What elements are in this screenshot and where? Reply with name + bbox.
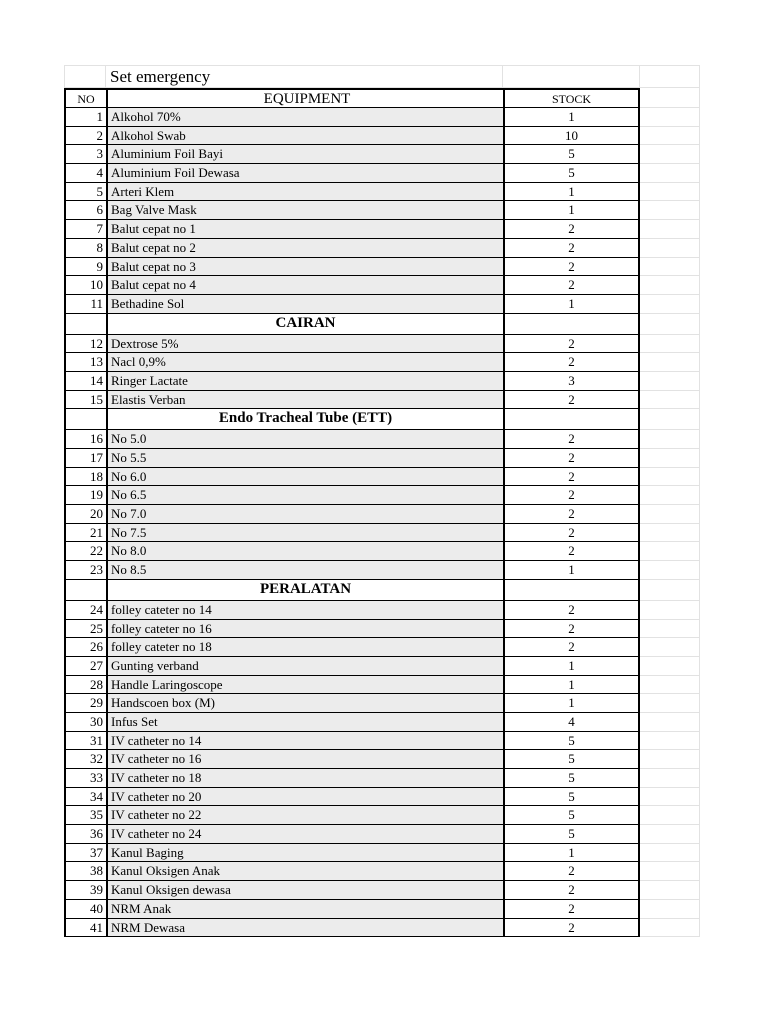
table-row <box>64 127 700 146</box>
row-stock[interactable]: 2 <box>503 900 640 919</box>
row-equipment[interactable]: folley cateter no 14 <box>106 601 503 620</box>
row-stock[interactable]: 2 <box>503 239 640 258</box>
table-row <box>64 183 700 202</box>
table-row <box>64 353 700 372</box>
row-equipment[interactable]: Gunting verband <box>106 657 503 676</box>
table-row <box>64 524 700 543</box>
table-row <box>64 430 700 449</box>
table-row <box>64 239 700 258</box>
section-title[interactable]: Endo Tracheal Tube (ETT) <box>106 409 503 430</box>
row-stock[interactable]: 2 <box>503 276 640 295</box>
row-stock[interactable]: 2 <box>503 638 640 657</box>
empty-cell[interactable] <box>640 542 700 561</box>
table-row <box>64 713 700 732</box>
empty-cell[interactable] <box>640 108 700 127</box>
row-equipment[interactable]: IV catheter no 20 <box>106 788 503 807</box>
table-row <box>64 276 700 295</box>
section-no-cell[interactable] <box>64 314 106 335</box>
empty-cell[interactable] <box>640 561 700 580</box>
row-no[interactable]: 38 <box>64 862 106 881</box>
row-stock[interactable]: 5 <box>503 732 640 751</box>
empty-cell[interactable] <box>640 391 700 410</box>
table-row <box>64 732 700 751</box>
empty-cell[interactable] <box>640 601 700 620</box>
row-equipment[interactable]: Kanul Oksigen Anak <box>106 862 503 881</box>
row-no[interactable]: 16 <box>64 430 106 449</box>
section-stock-cell[interactable] <box>503 314 640 335</box>
empty-cell[interactable] <box>640 825 700 844</box>
row-equipment[interactable]: Bethadine Sol <box>106 295 503 314</box>
row-no[interactable]: 21 <box>64 524 106 543</box>
row-stock[interactable]: 2 <box>503 505 640 524</box>
section-no-cell[interactable] <box>64 409 106 430</box>
row-no[interactable]: 8 <box>64 239 106 258</box>
row-equipment[interactable]: Kanul Oksigen dewasa <box>106 881 503 900</box>
empty-cell[interactable] <box>640 638 700 657</box>
empty-cell[interactable] <box>640 862 700 881</box>
empty-cell[interactable] <box>640 183 700 202</box>
row-stock[interactable]: 5 <box>503 145 640 164</box>
row-equipment[interactable]: Alkohol 70% <box>106 108 503 127</box>
row-no[interactable]: 23 <box>64 561 106 580</box>
row-stock[interactable]: 3 <box>503 372 640 391</box>
row-equipment[interactable]: No 6.5 <box>106 486 503 505</box>
row-no[interactable]: 18 <box>64 468 106 487</box>
header-stock[interactable]: STOCK <box>503 88 640 108</box>
table-row <box>64 201 700 220</box>
row-no[interactable]: 7 <box>64 220 106 239</box>
table-row <box>64 806 700 825</box>
empty-cell[interactable] <box>640 164 700 183</box>
empty-cell[interactable] <box>640 220 700 239</box>
row-stock[interactable]: 5 <box>503 769 640 788</box>
empty-cell[interactable] <box>640 372 700 391</box>
row-stock[interactable]: 2 <box>503 919 640 938</box>
empty-cell[interactable] <box>640 335 700 354</box>
row-no[interactable]: 28 <box>64 676 106 695</box>
table-row <box>64 750 700 769</box>
row-equipment[interactable]: IV catheter no 22 <box>106 806 503 825</box>
row-stock[interactable]: 1 <box>503 295 640 314</box>
table-row <box>64 657 700 676</box>
row-no[interactable]: 9 <box>64 258 106 277</box>
table-row <box>64 372 700 391</box>
row-stock[interactable]: 5 <box>503 164 640 183</box>
empty-cell[interactable] <box>640 468 700 487</box>
row-no[interactable]: 24 <box>64 601 106 620</box>
empty-cell[interactable] <box>640 295 700 314</box>
row-no[interactable]: 1 <box>64 108 106 127</box>
row-equipment[interactable]: NRM Dewasa <box>106 919 503 938</box>
empty-cell[interactable] <box>640 276 700 295</box>
empty-cell[interactable] <box>640 449 700 468</box>
row-equipment[interactable]: Dextrose 5% <box>106 335 503 354</box>
table-row <box>64 145 700 164</box>
row-no[interactable]: 25 <box>64 620 106 639</box>
table-row <box>64 825 700 844</box>
table-row <box>64 486 700 505</box>
empty-cell[interactable] <box>640 145 700 164</box>
row-no[interactable]: 17 <box>64 449 106 468</box>
empty-cell[interactable] <box>640 486 700 505</box>
row-no[interactable]: 22 <box>64 542 106 561</box>
row-no[interactable]: 39 <box>64 881 106 900</box>
row-no[interactable]: 37 <box>64 844 106 863</box>
row-stock[interactable]: 1 <box>503 694 640 713</box>
row-stock[interactable]: 1 <box>503 201 640 220</box>
row-no[interactable]: 35 <box>64 806 106 825</box>
row-no[interactable]: 14 <box>64 372 106 391</box>
row-stock[interactable]: 1 <box>503 676 640 695</box>
row-no[interactable]: 10 <box>64 276 106 295</box>
row-stock[interactable]: 1 <box>503 844 640 863</box>
section-title[interactable]: CAIRAN <box>106 314 503 335</box>
row-stock[interactable]: 2 <box>503 486 640 505</box>
row-stock[interactable]: 2 <box>503 601 640 620</box>
row-equipment[interactable]: Handscoen box (M) <box>106 694 503 713</box>
table-body <box>64 108 700 937</box>
row-no[interactable]: 5 <box>64 183 106 202</box>
row-stock[interactable]: 5 <box>503 788 640 807</box>
row-no[interactable]: 33 <box>64 769 106 788</box>
table-row <box>64 295 700 314</box>
row-no[interactable]: 31 <box>64 732 106 751</box>
row-stock[interactable]: 5 <box>503 750 640 769</box>
table-row <box>64 694 700 713</box>
row-equipment[interactable]: Nacl 0,9% <box>106 353 503 372</box>
table-row <box>64 391 700 410</box>
header-row <box>64 88 700 108</box>
row-equipment[interactable]: IV catheter no 18 <box>106 769 503 788</box>
row-equipment[interactable]: Kanul Baging <box>106 844 503 863</box>
header-equipment[interactable]: EQUIPMENT <box>106 88 503 108</box>
row-no[interactable]: 3 <box>64 145 106 164</box>
row-no[interactable]: 20 <box>64 505 106 524</box>
header-no[interactable]: NO <box>64 88 106 108</box>
empty-cell[interactable] <box>640 676 700 695</box>
row-stock[interactable]: 2 <box>503 391 640 410</box>
row-no[interactable]: 26 <box>64 638 106 657</box>
row-equipment[interactable]: IV catheter no 14 <box>106 732 503 751</box>
empty-cell[interactable] <box>640 769 700 788</box>
section-row <box>64 580 700 601</box>
table-row <box>64 919 700 938</box>
empty-cell[interactable] <box>640 844 700 863</box>
table-row <box>64 505 700 524</box>
row-stock[interactable]: 2 <box>503 881 640 900</box>
row-equipment[interactable]: Elastis Verban <box>106 391 503 410</box>
empty-cell[interactable] <box>640 201 700 220</box>
table-row <box>64 335 700 354</box>
row-stock[interactable]: 2 <box>503 449 640 468</box>
row-equipment[interactable]: Arteri Klem <box>106 183 503 202</box>
table-row <box>64 449 700 468</box>
row-equipment[interactable]: No 8.0 <box>106 542 503 561</box>
row-equipment[interactable]: No 8.5 <box>106 561 503 580</box>
row-equipment[interactable]: Handle Laringoscope <box>106 676 503 695</box>
table-row <box>64 862 700 881</box>
row-equipment[interactable]: No 5.0 <box>106 430 503 449</box>
row-no[interactable]: 34 <box>64 788 106 807</box>
section-no-cell[interactable] <box>64 580 106 601</box>
empty-cell[interactable] <box>640 314 700 335</box>
row-no[interactable]: 29 <box>64 694 106 713</box>
section-row <box>64 314 700 335</box>
empty-cell[interactable] <box>640 353 700 372</box>
row-equipment[interactable]: IV catheter no 24 <box>106 825 503 844</box>
empty-cell[interactable] <box>640 694 700 713</box>
table-row <box>64 638 700 657</box>
row-stock[interactable]: 2 <box>503 220 640 239</box>
table-row <box>64 468 700 487</box>
row-stock[interactable]: 1 <box>503 657 640 676</box>
row-stock[interactable]: 2 <box>503 258 640 277</box>
row-no[interactable]: 30 <box>64 713 106 732</box>
row-stock[interactable]: 2 <box>503 468 640 487</box>
row-stock[interactable]: 2 <box>503 862 640 881</box>
sheet-title[interactable]: Set emergency <box>106 65 503 88</box>
table-row <box>64 164 700 183</box>
row-equipment[interactable]: Alkohol Swab <box>106 127 503 146</box>
row-stock[interactable]: 10 <box>503 127 640 146</box>
table-row <box>64 220 700 239</box>
row-stock[interactable]: 1 <box>503 108 640 127</box>
empty-cell[interactable] <box>640 620 700 639</box>
empty-cell[interactable] <box>640 750 700 769</box>
row-stock[interactable]: 2 <box>503 335 640 354</box>
empty-cell[interactable] <box>640 657 700 676</box>
section-stock-cell[interactable] <box>503 409 640 430</box>
row-stock[interactable]: 5 <box>503 825 640 844</box>
empty-cell[interactable] <box>640 919 700 938</box>
row-no[interactable]: 40 <box>64 900 106 919</box>
row-equipment[interactable]: Balut cepat no 2 <box>106 239 503 258</box>
row-stock[interactable]: 2 <box>503 524 640 543</box>
title-row <box>64 65 700 88</box>
row-equipment[interactable]: Balut cepat no 1 <box>106 220 503 239</box>
section-row <box>64 409 700 430</box>
empty-cell[interactable] <box>640 580 700 601</box>
inventory-sheet <box>64 65 700 937</box>
row-no[interactable]: 19 <box>64 486 106 505</box>
row-equipment[interactable]: folley cateter no 18 <box>106 638 503 657</box>
row-stock[interactable]: 1 <box>503 561 640 580</box>
row-stock[interactable]: 2 <box>503 542 640 561</box>
row-no[interactable]: 15 <box>64 391 106 410</box>
row-equipment[interactable]: Infus Set <box>106 713 503 732</box>
empty-cell[interactable] <box>640 788 700 807</box>
empty-cell[interactable] <box>640 505 700 524</box>
row-stock[interactable]: 2 <box>503 353 640 372</box>
row-no[interactable]: 27 <box>64 657 106 676</box>
table-row <box>64 542 700 561</box>
row-no[interactable]: 12 <box>64 335 106 354</box>
row-equipment[interactable]: No 7.0 <box>106 505 503 524</box>
empty-cell[interactable] <box>640 430 700 449</box>
row-stock[interactable]: 2 <box>503 620 640 639</box>
row-equipment[interactable]: No 5.5 <box>106 449 503 468</box>
table-row <box>64 601 700 620</box>
empty-cell[interactable] <box>640 524 700 543</box>
row-equipment[interactable]: IV catheter no 16 <box>106 750 503 769</box>
section-stock-cell[interactable] <box>503 580 640 601</box>
row-equipment[interactable]: Balut cepat no 3 <box>106 258 503 277</box>
title-blank-cell[interactable] <box>64 65 106 88</box>
row-stock[interactable]: 5 <box>503 806 640 825</box>
row-equipment[interactable]: Aluminium Foil Dewasa <box>106 164 503 183</box>
row-no[interactable]: 6 <box>64 201 106 220</box>
table-row <box>64 561 700 580</box>
empty-cell[interactable] <box>640 65 700 88</box>
row-no[interactable]: 41 <box>64 919 106 938</box>
table-row <box>64 676 700 695</box>
empty-cell[interactable] <box>640 88 700 108</box>
row-equipment[interactable]: Aluminium Foil Bayi <box>106 145 503 164</box>
empty-cell[interactable] <box>640 881 700 900</box>
empty-cell[interactable] <box>640 900 700 919</box>
empty-cell[interactable] <box>640 806 700 825</box>
empty-cell[interactable] <box>640 409 700 430</box>
table-row <box>64 788 700 807</box>
row-equipment[interactable]: Ringer Lactate <box>106 372 503 391</box>
row-stock[interactable]: 1 <box>503 183 640 202</box>
empty-cell[interactable] <box>640 713 700 732</box>
row-no[interactable]: 2 <box>64 127 106 146</box>
table-row <box>64 258 700 277</box>
table-row <box>64 108 700 127</box>
table-row <box>64 769 700 788</box>
row-no[interactable]: 32 <box>64 750 106 769</box>
empty-cell[interactable] <box>640 258 700 277</box>
title-blank-cell[interactable] <box>503 65 640 88</box>
row-stock[interactable]: 2 <box>503 430 640 449</box>
row-stock[interactable]: 4 <box>503 713 640 732</box>
row-equipment[interactable]: Bag Valve Mask <box>106 201 503 220</box>
row-equipment[interactable]: No 6.0 <box>106 468 503 487</box>
empty-cell[interactable] <box>640 127 700 146</box>
table-row <box>64 881 700 900</box>
row-no[interactable]: 11 <box>64 295 106 314</box>
row-no[interactable]: 13 <box>64 353 106 372</box>
table-row <box>64 620 700 639</box>
row-equipment[interactable]: NRM Anak <box>106 900 503 919</box>
section-title[interactable]: PERALATAN <box>106 580 503 601</box>
table-row <box>64 900 700 919</box>
row-equipment[interactable]: No 7.5 <box>106 524 503 543</box>
row-equipment[interactable]: folley cateter no 16 <box>106 620 503 639</box>
row-no[interactable]: 4 <box>64 164 106 183</box>
row-equipment[interactable]: Balut cepat no 4 <box>106 276 503 295</box>
table-row <box>64 844 700 863</box>
row-no[interactable]: 36 <box>64 825 106 844</box>
empty-cell[interactable] <box>640 732 700 751</box>
empty-cell[interactable] <box>640 239 700 258</box>
